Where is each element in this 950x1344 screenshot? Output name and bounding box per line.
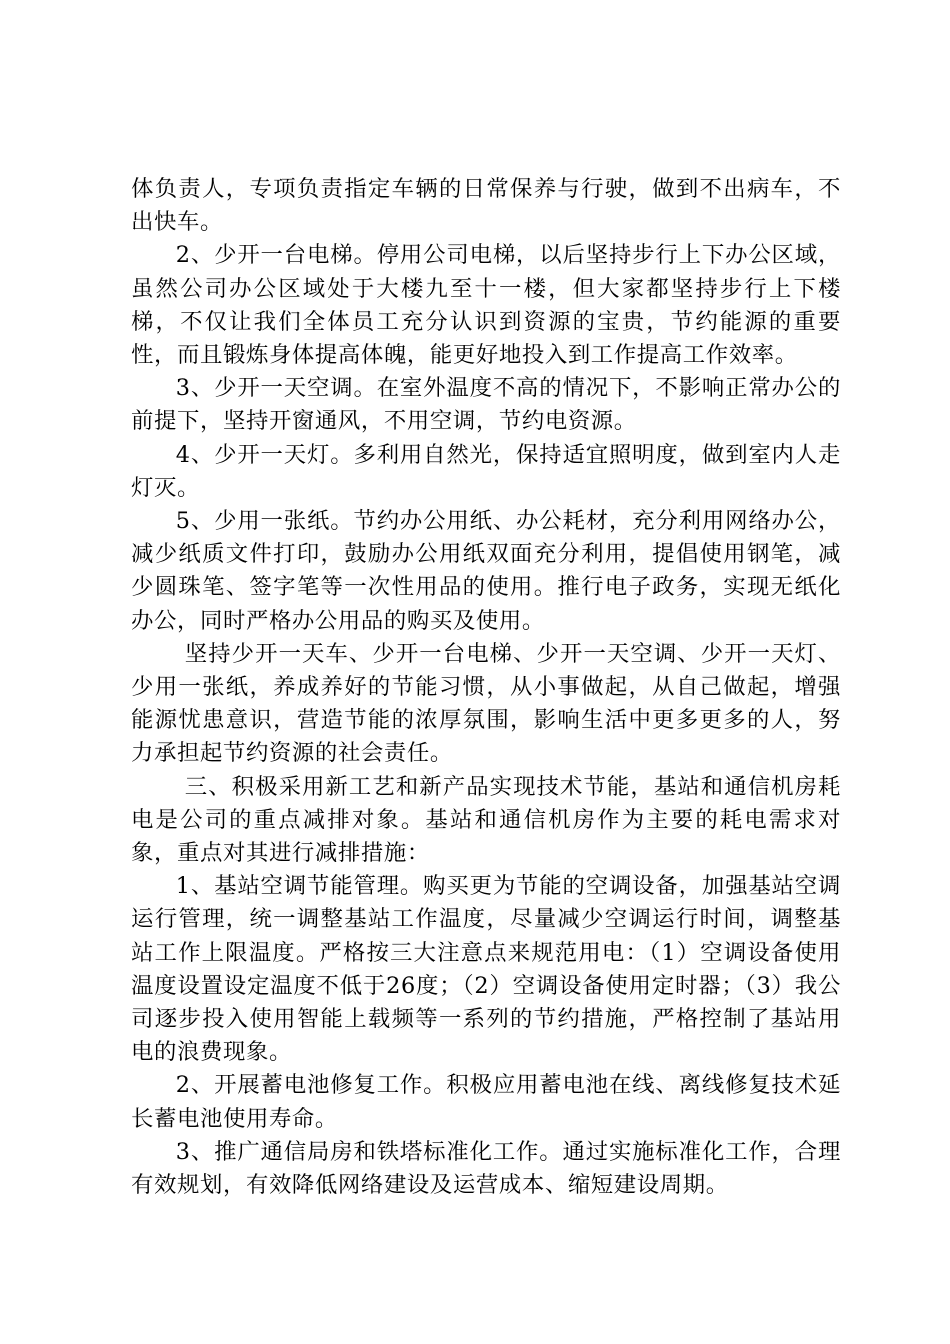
document-body <box>131 173 841 1202</box>
paragraph-3: 3、少开一天空调。在室外温度不高的情况下，不影响正常办公的前提下，坚持开窗通风，不用空调，节约电资源。 <box>131 375 841 435</box>
paragraph-5: 5、少用一张纸。节约办公用纸、办公耗材，充分利用网络办公，减少纸质文件打印，鼓励办公用纸双面充分利用，提倡使用钢笔，减少圆珠笔、签字笔等一次性用品的使用。推行电子政务，实现无纸化办公，同时严格办公用品的购买及使用。 <box>131 508 841 634</box>
paragraph-7: 三、积极采用新工艺和新产品实现技术节能，基站和通信机房耗电是公司的重点减排对象。基站和通信机房作为主要的耗电需求对象，重点对其进行减排措施： <box>131 773 841 867</box>
paragraph-2: 2、少开一台电梯。停用公司电梯，以后坚持步行上下办公区域，虽然公司办公区域处于大楼九至十一楼，但大家都坚持步行上下楼梯，不仅让我们全体员工充分认识到资源的宝贵，节约能源的重要性，而且锻炼身体提高体魄，能更好地投入到工作提高工作效率。 <box>131 242 841 369</box>
paragraph-10: 3、推广通信局房和铁塔标准化工作。通过实施标准化工作，合理有效规划，有效降低网络建设及运营成本、缩短建设周期。 <box>131 1138 841 1199</box>
paragraph-6: 坚持少开一天车、少开一台电梯、少开一天空调、少开一天灯、少用一张纸，养成养好的节能习惯，从小事做起，从自己做起，增强能源忧患意识，营造节能的浓厚氛围，影响生活中更多更多的人，努力承担起节约资源的社会责任。 <box>131 640 841 767</box>
paragraph-8: 1、基站空调节能管理。购买更为节能的空调设备，加强基站空调运行管理，统一调整基站工作温度，尽量减少空调运行时间，调整基站工作上限温度。严格按三大注意点来规范用电：（1）空调设备使用温度设置设定温度不低于26度；（2）空调设备使用定时器；（3）我公司逐步投入使用智能上载频等一系列的节约措施，严格控制了基站用电的浪费现象。 <box>131 873 841 1066</box>
paragraph-9: 2、开展蓄电池修复工作。积极应用蓄电池在线、离线修复技术延长蓄电池使用寿命。 <box>131 1072 841 1132</box>
paragraph-1: 体负责人，专项负责指定车辆的日常保养与行驶，做到不出病车，不出快车。 <box>131 176 841 236</box>
paragraph-4: 4、少开一天灯。多利用自然光，保持适宜照明度，做到室内人走灯灭。 <box>131 441 841 501</box>
